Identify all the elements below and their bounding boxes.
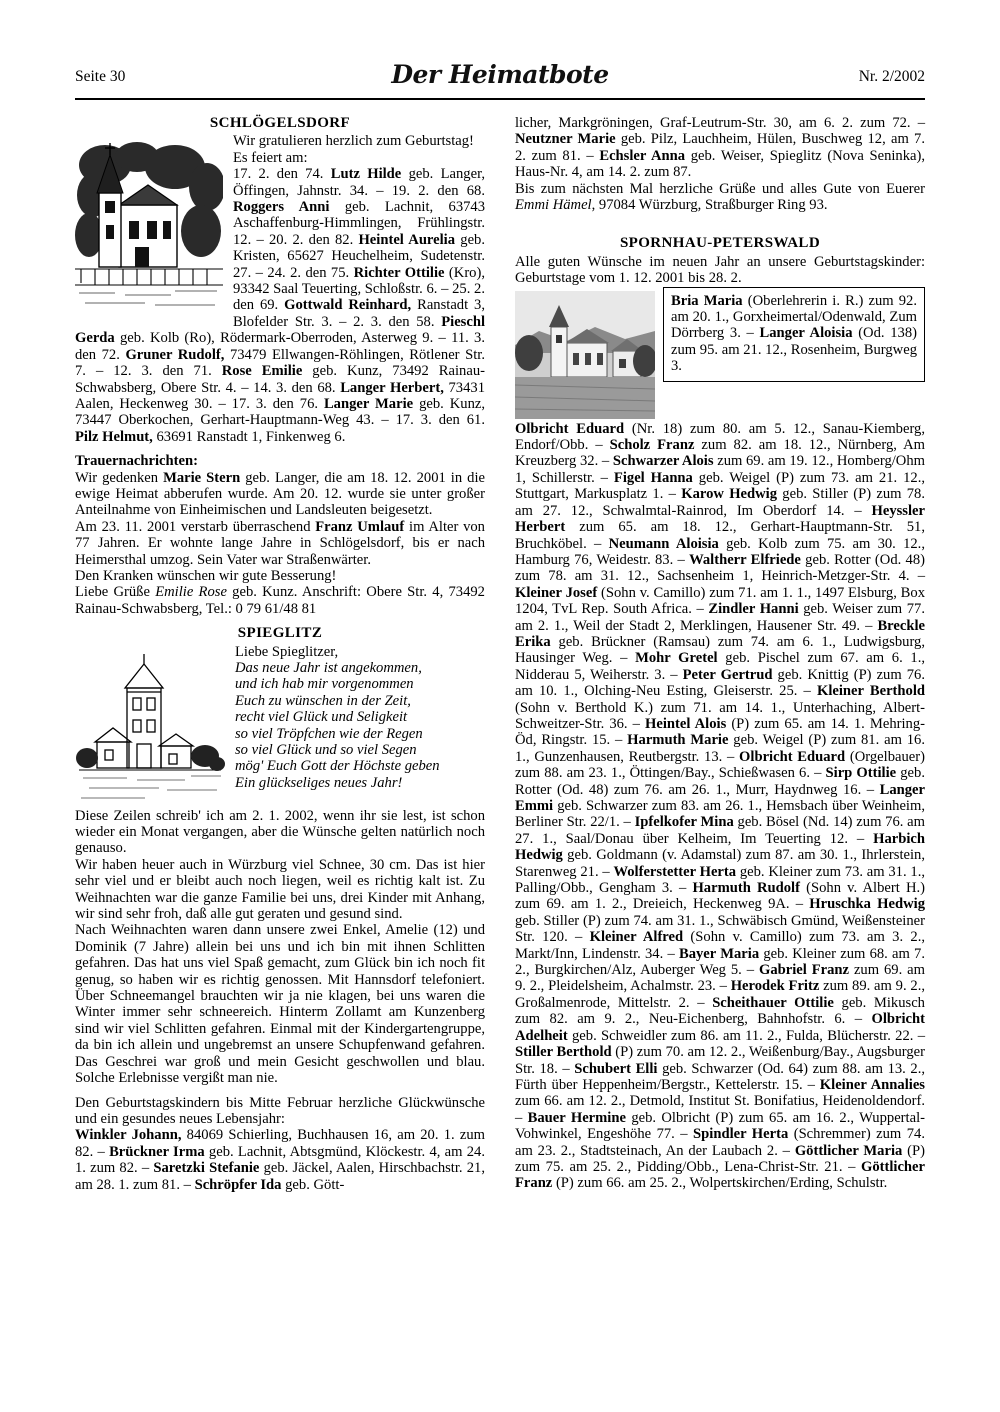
poem-line-7: mög' Euch Gott der Höchste geben <box>235 758 440 775</box>
poem-line-8: Ein glückseliges neues Jahr! <box>235 774 403 791</box>
birthday-greeting-1: Wir gratulieren herzlich zum Geburtstag! <box>233 133 474 150</box>
header-divider <box>75 98 925 100</box>
right-column <box>515 115 925 1192</box>
left-column <box>75 115 485 1193</box>
mourning-heading: Trauernachrichten: <box>75 453 198 470</box>
poem-line-2: und ich hab mir vorgenommen <box>235 676 414 693</box>
poem-line-6: so viel Glück und so viel Segen <box>235 742 417 759</box>
poem-line-1: Das neue Jahr ist angekommen, <box>235 660 422 676</box>
mourning-para-3: Den Kranken wünschen wir gute Besserung! <box>75 567 337 584</box>
masthead <box>75 60 925 100</box>
highlighted-birthday-box <box>663 287 925 382</box>
birthday-greeting-2: Es feiert am: <box>233 149 308 166</box>
spornhau-intro: Alle guten Wünsche im neuen Jahr an unsere Geburtstagskinder: Geburtstage vom 1. 12. 2001 bis 28. 2. <box>515 253 925 287</box>
poem-line-4: recht viel Glück und Seligkeit <box>235 709 408 726</box>
church-woodcut-illustration <box>75 135 223 315</box>
spornhau-birthday-list: Olbricht Eduard (Nr. 18) zum 80. am 5. 12., Sanau-Kiemberg, Endorf/Obb. – Scholz Franz zum 82. am 18. 12., Nürnberg, Am Kreuzberg 32. – Schwarzer Alois zum 69. am 19. 12., Homberg/Ohm 1, Schillerstr. – Figel Hanna geb. Weigel (P) zum 73. am 21. 12., Stuttgart, Markusplatz 1. – Karow Hedwig geb. Stiller (P) zum 78. am 27. 12., Schwalmtal-Rainrod, Im Oberdorf 14. – Heyssler Herbert zum 65. am 18. 12., Gerhart-Hauptmann-Str. 51, Bruchköbel. – Neumann Aloisia geb. Kolb zum 75. am 30. 12., Hamburg 76, Weidestr. 83. – Waltherr Elfriede geb. Rotter (Od. 48) zum 78. am 31. 12., Sachsenheim 1, Heinrich-Metzger-Str. 4. – Kleiner Josef (Sohn v. Camillo) zum 71. am 1. 1., 1497 Elsburg, Box 1204, TvL Rep. South Africa. – Zindler Hanni geb. Weiser zum 77. am 2. 1., Weil der Stadt 2, Merklingen, Hausener Str. 49. – Breckle Erika geb. Brückner (Ramsau) zum 74. am 6. 1., Ludwigsburg, Hausinger Weg. – Mohr Gretel geb. Pischel zum 67. am 6. 1., Nidderau 5, Weiherstr. 3. – Peter Gertrud geb. Knittig (P) zum 76. am 10. 1., Olching-Neu Esting, Gleiserstr. 25. – Kleiner Berthold (Sohn v. Berthold K.) zum 71. am 14. 1., Unterhaching, Albert-Schweitzer-Str. 36. – Heintel Alois (P) zum 65. am 14. 1. Mehring-Öd, Ringstr. 15. – Harmuth Marie geb. Weigel (P) zum 81. am 16. 1., Gunzenhausen, Reutbergstr. 13. – Olbricht Eduard (Orgelbauer) zum 88. am 23. 1., Öttingen/Bay., Schießwasen 6. – Sirp Ottilie geb. Rotter (Od. 48) zum 76. am 26. 1., Murr, Haydnweg 16. – Langer Emmi geb. Schwarzer zum 83. am 26. 1., Hemsbach über Weinheim, Berliner Str. 22/1. – Ipfelkofer Mina geb. Bösel (Nd. 14) zum 76. am 27. 1., Saal/Donau über Kelheim, Im Teuerting 12. – Harbich Hedwig geb. Goldmann (v. Adamstal) zum 87. am 30. 1., Ihrlerstein, Starenweg 21. – Wolferstetter Herta geb. Kleiner zum 73. am 31. 1., Palling/Obb., Gengham 3. – Harmuth Rudolf (Sohn v. Albert H.) zum 69. am 1. 2., Dreieich, Heckenweg 9A. – Hruschka Hedwig geb. Stiller (P) zum 74. am 31. 1., Schwäbisch Gmünd, Weißensteiner Str. 120. – Kleiner Alfred (Sohn v. Camillo) zum 73. am 3. 2., Markt/Inn, Lindenstr. 34. – Bayer Maria geb. Kleiner zum 68. am 7. 2., Burgkirchen/Alz, Auberger Weg 5. – Gabriel Franz zum 69. am 9. 2., Pleidelsheim, Achalmstr. 23. – Herodek Fritz zum 89. am 9. 2., Großalmenrode, Mittelstr. 2. – Scheithauer Ottilie geb. Mikusch zum 82. am 9. 2., Neu-Eichenberg, Bahnhofstr. 6. – Olbricht Adelheit geb. Schweidler zum 86. am 11. 2., Fulda, Blücherstr. 22. – Stiller Berthold (P) zum 70. am 12. 2., Weißenburg/Bay., Augsburger Str. 18. – Schubert Elli geb. Schwarzer (Od. 64) zum 88. am 13. 2., Fürth über Heppenheim/Bergstr., Kettelerstr. 15. – Kleiner Annalies zum 66. am 12. 2., Detmold, Institut St. Bonifatius, Heidenoldendorf. – Bauer Hermine geb. Olbricht (P) zum 65. am 16. 2., Wuppertal-Vohwinkel, Engeshöhe 77. – Spindler Herta (Schremmer) zum 74. am 23. 2., Stadtsteinach, An der Laubach 2. – Göttlicher Maria (P) zum 75. am 25. 2., Pidding/Obb., Lena-Christ-Str. 21. – Göttlicher Franz (P) zum 66. am 25. 2., Wolpertskirchen/Erding, Schulstr. <box>515 420 926 1192</box>
lookout-tower-drawing <box>75 646 225 806</box>
poem-line-3: Euch zu wünschen in der Zeit, <box>235 692 411 709</box>
issue-number: Nr. 2/2002 <box>858 68 925 85</box>
section-title-schlogelsdorf: SCHLÖGELSDORF <box>209 115 351 131</box>
spieglitz-para-1: Diese Zeilen schreib' ich am 2. 1. 2002, wenn ihr sie lest, ist schon wieder ein Monat vergangen, aber die Wünsche gelten natürlich noch genauso. <box>75 807 485 857</box>
page-number: Seite 30 <box>75 68 126 85</box>
spieglitz-para-3: Nach Weihnachten waren dann unsere zwei Enkel, Amelie (12) und Dominik (7 Jahre) allein bei uns und ich bin mit ihnen Schlitten gefahren. Das hat uns viel Spaß gemacht, zum Glück bin ich noch fit genug, so haben wir es richtig genossen. Mit Hannsdorf telefoniert. Über Schneemangel brauchten wir ja nie klagen, bei uns waren die Winter immer sehr schneereich. Hinterm Zollamt am Kunzenberg sind wir viel Schlitten gefahren. Einmal mit der Kindergartengruppe, da bin ich allein und ungebremst an unsere Schupfenwand gefahren. Das Geschrei war groß und mein Gesicht geschwollen und blau. Solche Erlebnisse vergißt man nie. <box>75 922 485 1087</box>
spieglitz-birthday-list-cont: licher, Markgröningen, Graf-Leutrum-Str. 30, am 6. 2. zum 72. – Neutzner Marie geb. Pilz, Lauchheim, Hülen, Buschweg 12, am 7. 2. zum 81. – Echsler Anna geb. Weiser, Spieglitz (Nova Seninka), Haus-Nr. 4, am 14. 2. zum 87. <box>515 115 925 181</box>
spieglitz-para-2: Wir haben heuer auch in Würzburg viel Schnee, 30 cm. Das ist hier sehr viel und er bleibt auch noch liegen, weil es richtig kalt ist. Zu Weihnachten war die ganze Familie bei uns, drei Kinder mit Anhang, wir sind sehr froh, daß alle gut geraten und gesund sind. <box>75 856 485 923</box>
spieglitz-greeting: Liebe Spieglitzer, <box>235 643 339 660</box>
spieglitz-birthday-intro: Den Geburtstagskindern bis Mitte Februar herzliche Glückwünsche und ein gesundes neues Lebensjahr: <box>75 1094 485 1127</box>
publication-title: Der Heimatbote <box>391 60 609 89</box>
mourning-para-2: Am 23. 11. 2001 verstarb überraschend Franz Umlauf im Alter von 77 Jahren. Er wohnte lange Jahre in Schlögelsdorf, bis er nach Heimersthal umzog. Sein Vater war Straßenwärter. <box>75 518 485 568</box>
spieglitz-closing: Bis zum nächsten Mal herzliche Grüße und alles Gute von Euerer Emmi Hämel, 97084 Würzburg, Straßburger Ring 93. <box>515 180 925 214</box>
village-church-photo <box>515 291 655 419</box>
section-title-spieglitz: SPIEGLITZ <box>237 625 323 642</box>
poem-line-5: so viel Tröpfchen wie der Regen <box>235 725 423 742</box>
mourning-para-4: Liebe Grüße Emilie Rose geb. Kunz. Anschrift: Obere Str. 4, 73492 Rainau-Schwabsberg, Tel.: 0 79 61/48 81 <box>75 584 485 617</box>
section-title-spornhau-peterswald: SPORNHAU-PETERSWALD <box>619 235 821 252</box>
mourning-para-1: Wir gedenken Marie Stern geb. Langer, die am 18. 12. 2001 in die ewige Heimat abberufen wurde. Am 20. 12. wurde sie unter großer Anteilnahme von Einheimischen und Landsleuten beigesetzt. <box>75 469 485 519</box>
spieglitz-birthday-list: Winkler Johann, 84069 Schierling, Buchhausen 16, am 20. 1. zum 82. – Brückner Irma geb. Lachnit, Abtsgmünd, Klöckestr. 4, am 24. 1. zum 82. – Saretzki Stefanie geb. Jäckel, Aalen, Hirschbachstr. 21, am 28. 1. zum 81. – Schröpfer Ida geb. Gött- <box>75 1127 485 1193</box>
highlighted-birthday-text: Bria Maria (Oberlehrerin i. R.) zum 92. am 20. 1., Gorxheimertal/Odenwald, Zum Dörrberg 3. – Langer Aloisia (Od. 138) zum 95. am 21. 12., Rosenheim, Burgweg 3. <box>671 292 917 375</box>
birthday-list-schlogelsdorf: 17. 2. den 74. Lutz Hilde geb. Langer, Öffingen, Jahnstr. 34. – 19. 2. den 68. Roggers Anni geb. Lachnit, 63743 Aschaffenburg-Himmlingen, Frühlingstr. 12. – 20. 2. den 82. Heintel Aurelia geb. Kristen, 65627 Heuchelheim, Sudetenstr. 27. – 24. 2. den 75. Richter Ottilie (Kro), 93342 Saal Teuerting, Schloßstr. 6. – 25. 2. den 69. Gottwald Reinhard, Ranstadt 3, Blofelder Str. 3. – 2. 3. den 58. Pieschl Gerda geb. Kolb (Ro), Rödermark-Oberroden, Asterweg 9. – 11. 3. den 72. Gruner Rudolf, 73479 Ellwangen-Röhlingen, Rötlener Str. 7. – 12. 3. den 71. Rose Emilie geb. Kunz, 73492 Rainau-Schwabsberg, Obere Str. 4. – 14. 3. den 68. Langer Herbert, 73431 Aalen, Heckenweg 30. – 17. 3. den 76. Langer Marie geb. Kunz, 73447 Oberkochen, Gerhart-Hauptmann-Weg 43. – 17. 3. den 61. Pilz Helmut, 63691 Ranstadt 1, Finkenweg 6. <box>75 166 486 445</box>
